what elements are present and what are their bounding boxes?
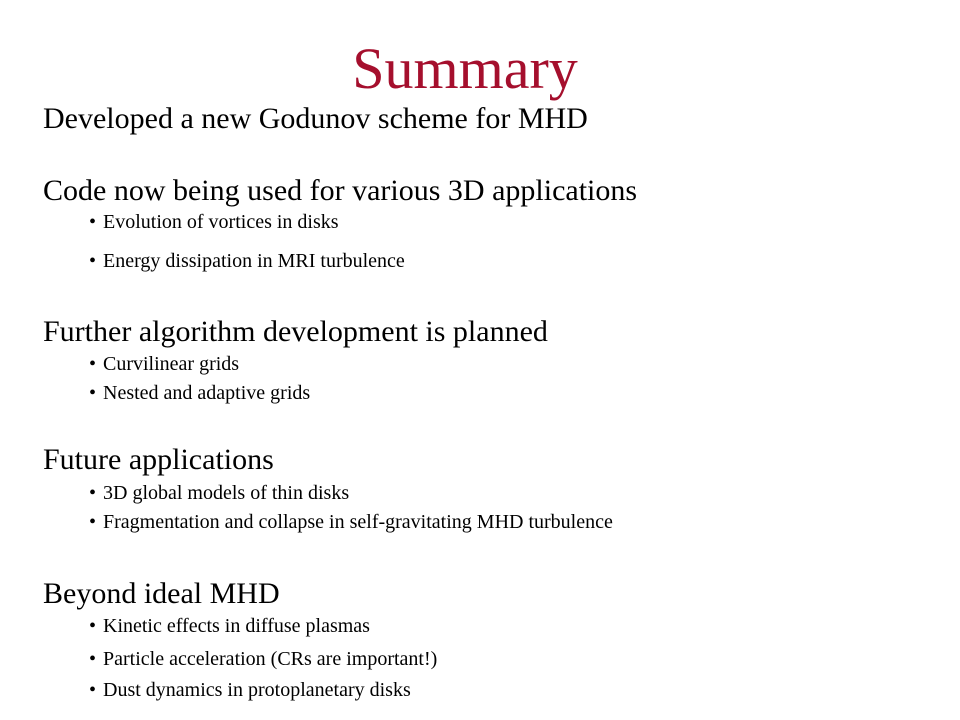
bullet-item [89, 647, 437, 671]
bullet-dot-icon: • [89, 211, 97, 233]
section-heading-development: Developed a new Godunov scheme for MHD [43, 102, 588, 135]
bullet-text: Nested and adaptive grids [103, 382, 311, 404]
bullet-text: 3D global models of thin disks [103, 482, 350, 504]
bullet-item [89, 510, 613, 534]
bullet-dot-icon: • [89, 648, 97, 670]
bullet-text: Curvilinear grids [103, 353, 240, 375]
section-heading-algorithm: Further algorithm development is planned [43, 315, 548, 348]
bullet-dot-icon: • [89, 511, 97, 533]
bullet-dot-icon: • [89, 353, 97, 375]
bullet-item [89, 481, 349, 505]
bullet-dot-icon: • [89, 482, 97, 504]
bullet-text: Kinetic effects in diffuse plasmas [103, 615, 370, 637]
bullet-item [89, 614, 370, 638]
bullet-text: Particle acceleration (CRs are important!) [103, 648, 438, 670]
slide-title: Summary [352, 36, 578, 101]
section-heading-beyond: Beyond ideal MHD [43, 577, 280, 610]
bullet-item [89, 352, 239, 376]
bullet-text: Energy dissipation in MRI turbulence [103, 250, 405, 272]
bullet-item [89, 381, 310, 405]
section-heading-applications: Code now being used for various 3D applications [43, 174, 638, 207]
section-heading-future: Future applications [43, 443, 274, 476]
bullet-dot-icon: • [89, 679, 97, 701]
bullet-dot-icon: • [89, 382, 97, 404]
bullet-dot-icon: • [89, 615, 97, 637]
bullet-dot-icon: • [89, 250, 97, 272]
bullet-text: Evolution of vortices in disks [103, 211, 339, 233]
bullet-item [89, 210, 339, 234]
bullet-item [89, 249, 405, 273]
bullet-text: Fragmentation and collapse in self-gravitating MHD turbulence [103, 511, 613, 533]
bullet-item [89, 678, 411, 702]
bullet-text: Dust dynamics in protoplanetary disks [103, 679, 411, 701]
